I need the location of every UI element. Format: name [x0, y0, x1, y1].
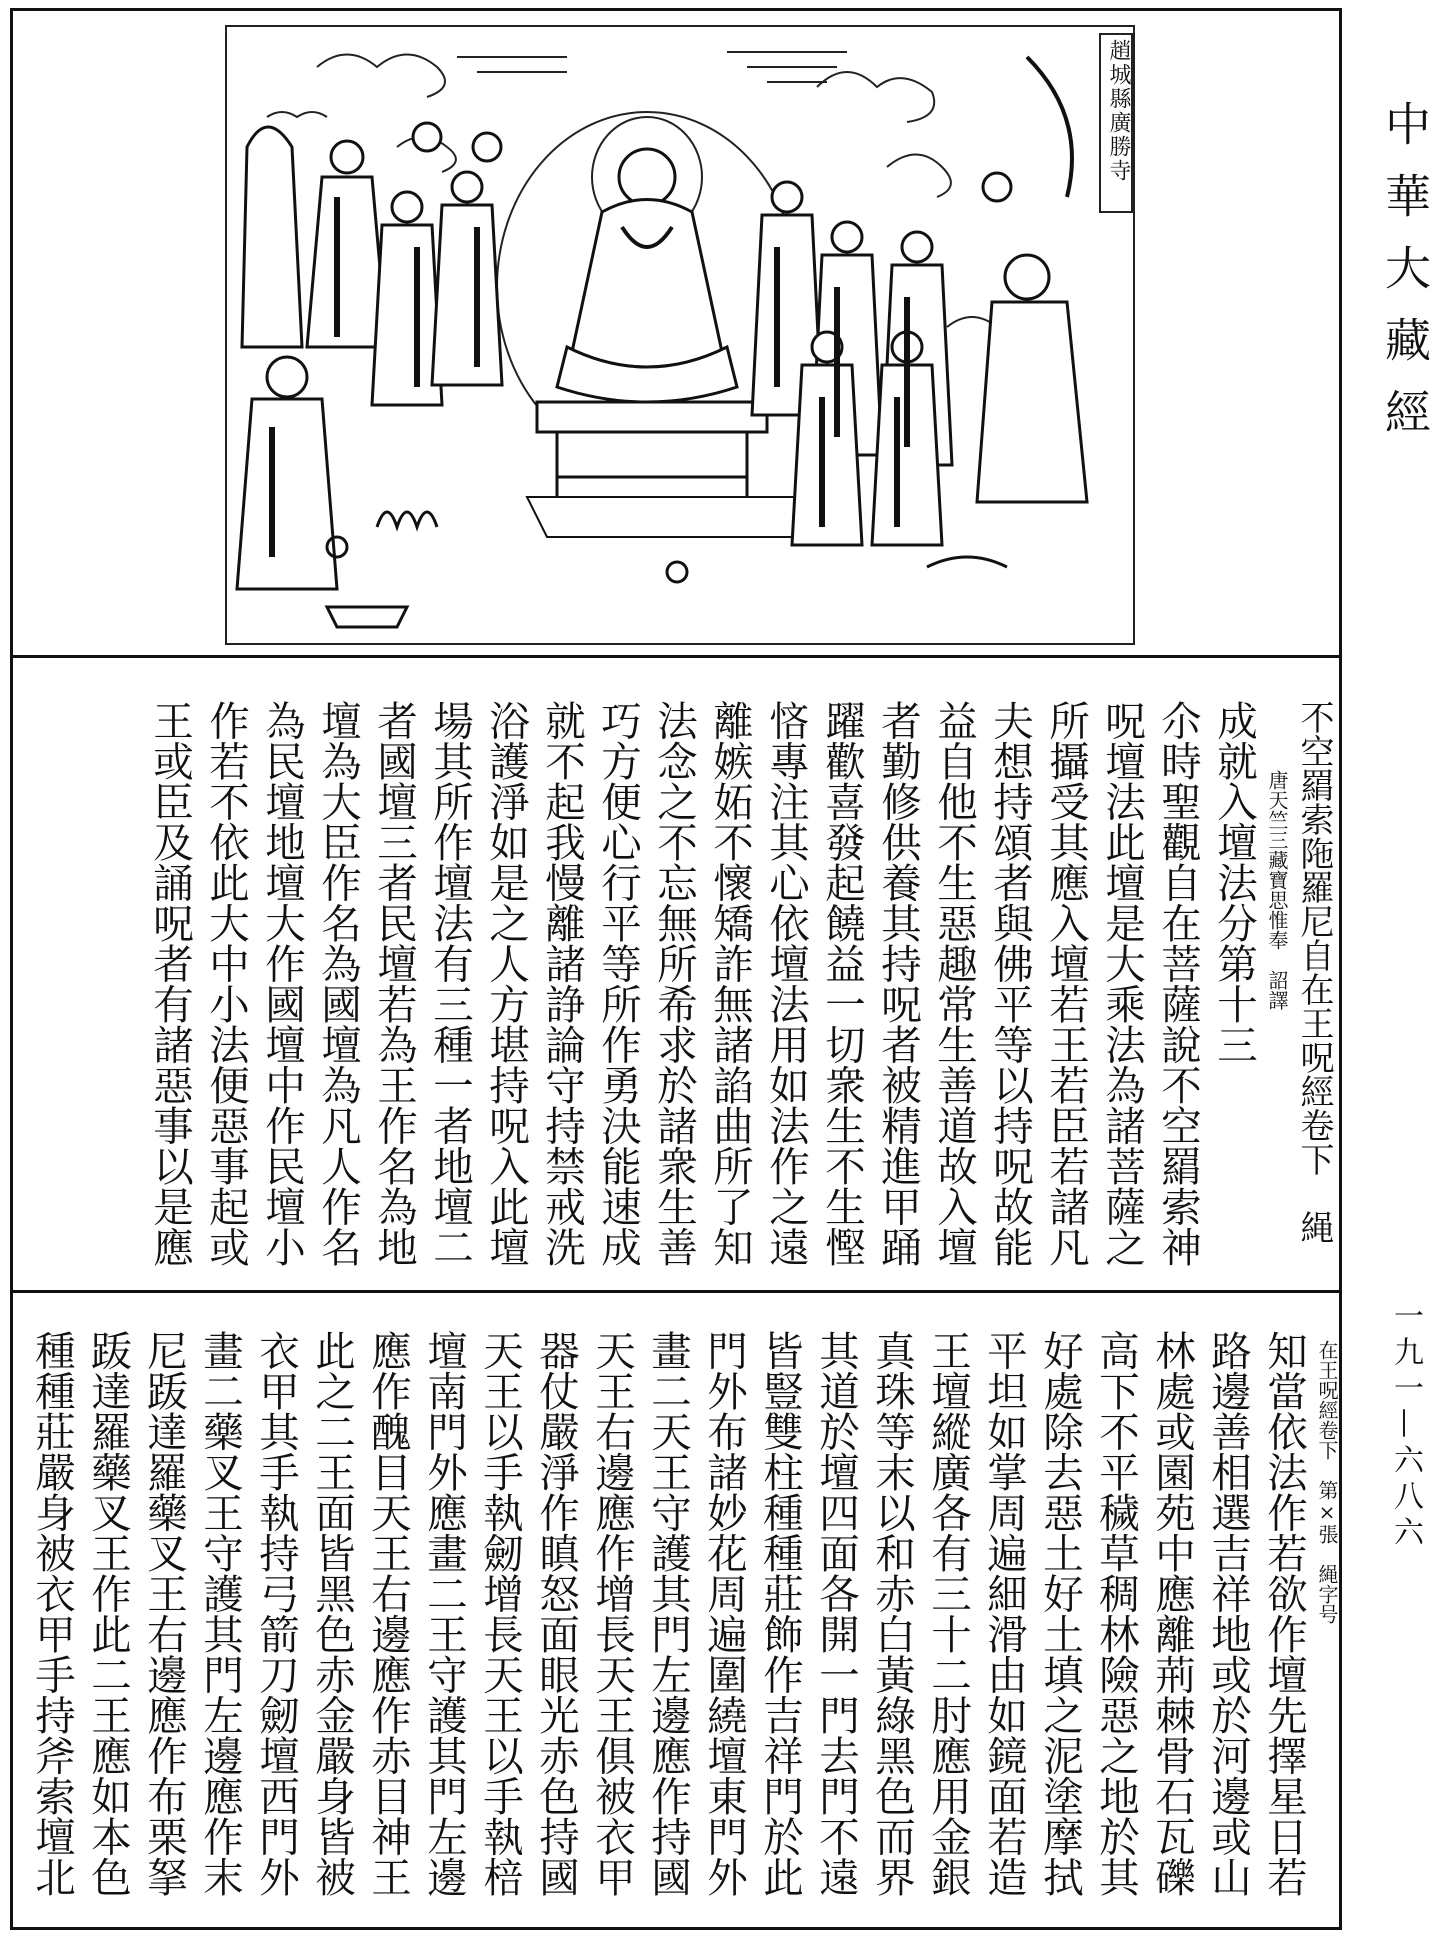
illustration-caption-box	[1099, 33, 1133, 213]
cloud-shape	[887, 155, 951, 198]
text-column: 王或臣及誦呪者有諸惡事以是應	[146, 700, 194, 1267]
illustration-drawing	[227, 27, 1135, 645]
collection-title: 中華大藏經	[1378, 100, 1432, 460]
text-column: 壇為大臣作名為國壇為凡人作名	[314, 700, 362, 1267]
text-column: 浴護淨如是之人方堪持呪入此壇	[482, 700, 530, 1267]
text-column: 天王以手執劒增長天王以手執棓	[476, 1330, 524, 1897]
text-column: 躍歡喜發起饒益一切衆生不生慳	[818, 700, 866, 1267]
text-column: 離嫉妬不懷矯詐無諸諂曲所了知	[706, 700, 754, 1267]
text-column: 林處或園苑中應離荊棘骨石瓦礫	[1148, 1330, 1196, 1897]
text-column: 平坦如掌周遍細滑由如鏡面若造	[980, 1330, 1028, 1897]
text-column: 益自他不生惡趣常生善道故入壇	[930, 700, 978, 1267]
text-column: 畫二天王守護其門左邊應作持國	[644, 1330, 692, 1897]
text-column: 者勤修供養其持呪者被精進甲踊	[874, 700, 922, 1267]
text-column: 䟦達羅藥叉王作此二王應如本色	[84, 1330, 132, 1897]
illustration-caption: 趙城縣廣勝寺	[1106, 39, 1131, 183]
cloud-shape	[817, 72, 934, 122]
text-column: 法念之不忘無所希求於諸衆生善	[650, 700, 698, 1267]
text-column: 衣甲其手執持弓箭刀劒壇西門外	[252, 1330, 300, 1897]
text-column: 器仗嚴淨作瞋怒面眼光赤色持國	[532, 1330, 580, 1897]
text-column: 此之二王面皆黑色赤金嚴身皆被	[308, 1330, 356, 1897]
text-column: 皆豎雙柱種種莊飾作吉祥門於此	[756, 1330, 804, 1897]
text-column: 夫想持頌者與佛平等以持呪故能	[986, 700, 1034, 1267]
text-column: 悋專注其心依壇法用如法作之遠	[762, 700, 810, 1267]
cloud-shape	[267, 112, 327, 117]
text-column: 作若不依此大中小法便惡事起或	[202, 700, 250, 1267]
text-column: 者國壇三者民壇若為王作名為地	[370, 700, 418, 1267]
text-column: 知當依法作若欲作壇先擇星日若	[1260, 1330, 1308, 1897]
buddha-head	[619, 149, 675, 205]
text-column: 路邊善相選吉祥地或於河邊或山	[1204, 1330, 1252, 1897]
cloud-lines	[457, 57, 567, 72]
text-column: 門外布諸妙花周遍圍繞壇東門外	[700, 1330, 748, 1897]
throne-base	[557, 432, 747, 477]
text-column: 王壇縱廣各有三十二肘應用金銀	[924, 1330, 972, 1897]
dragon-coil	[1027, 57, 1072, 197]
text-column: 天王右邊應作增長天王俱被衣甲	[588, 1330, 636, 1897]
text-column: 種種莊嚴身被衣甲手持斧索壇北	[28, 1330, 76, 1897]
text-column: 場其所作壇法有三種一者地壇二	[426, 700, 474, 1267]
cloud-shape	[317, 55, 445, 98]
text-column: 好處除去惡土好土填之泥塗摩拭	[1036, 1330, 1084, 1897]
woodblock-illustration	[225, 25, 1135, 645]
text-column: 真珠等末以和赤白黃綠黑色而界	[868, 1330, 916, 1897]
text-column: 就不起我慢離諸諍論守持禁戒洗	[538, 700, 586, 1267]
text-column: 壇南門外應畫二王守護其門左邊	[420, 1330, 468, 1897]
text-column: 畫二藥叉王守護其門左邊應作末	[196, 1330, 244, 1897]
text-column: 尼䟦達羅藥叉王右邊應作布栗拏	[140, 1330, 188, 1897]
text-column: 為民壇地壇大作國壇中作民壇小	[258, 700, 306, 1267]
divider-top	[10, 655, 1342, 658]
throne-legs	[557, 477, 747, 497]
text-column: 呪壇法此壇是大乘法為諸菩薩之	[1098, 700, 1146, 1267]
text-column: 尒時聖觀自在菩薩說不空羂索神	[1154, 700, 1202, 1267]
page-number: 一九一—六八六	[1388, 1300, 1423, 1552]
text-block-lower	[24, 1330, 1342, 1920]
guardian-left	[242, 127, 302, 347]
text-column: 其道於壇四面各開一門去門不遠	[812, 1330, 860, 1897]
buddha-body	[572, 200, 722, 368]
block-header: 在王呪經卷下 第×張 䋲字号	[1315, 1340, 1339, 1624]
throne-steps	[527, 497, 827, 537]
sutra-title: 不空羂索陁羅尼自在王呪經卷下 䋲	[1294, 700, 1334, 1244]
text-column: 成就入壇法分第十三	[1210, 700, 1258, 1065]
throne-top	[537, 402, 767, 432]
text-column: 高下不平穢草稠林險惡之地於其	[1092, 1330, 1140, 1897]
text-column: 所攝受其應入壇若王若臣若諸凡	[1042, 700, 1090, 1267]
text-block-upper	[142, 700, 1342, 1300]
text-column: 巧方便心行平等所作勇決能速成	[594, 700, 642, 1267]
translator-line: 唐天竺三藏寶思惟奉 詔譯	[1265, 770, 1289, 1010]
text-column: 應作醜目天王右邊應作赤目神王	[364, 1330, 412, 1897]
